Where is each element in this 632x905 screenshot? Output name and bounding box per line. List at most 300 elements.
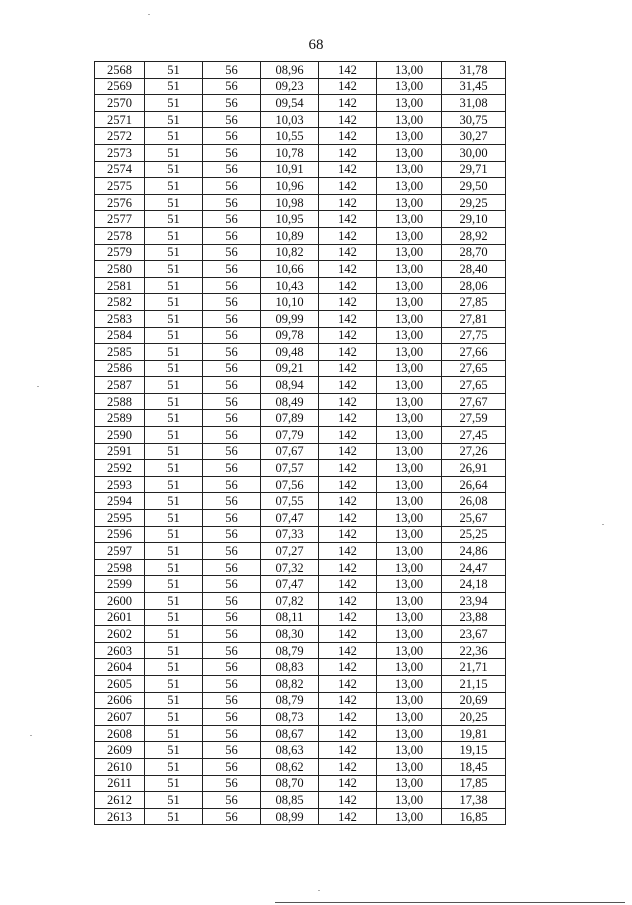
table-cell: 56 [203,609,261,626]
table-row [95,261,506,278]
table-cell: 13,00 [377,161,442,178]
data-table [94,61,506,825]
table-cell: 142 [319,128,377,145]
table-row [95,393,506,410]
table-cell: 10,82 [261,244,319,261]
table-cell: 51 [145,725,203,742]
table-row [95,659,506,676]
table-cell: 23,88 [442,609,506,626]
table-cell: 2570 [95,95,145,112]
table-row [95,410,506,427]
table-cell: 56 [203,526,261,543]
table-cell: 56 [203,659,261,676]
table-row [95,78,506,95]
table-cell: 10,95 [261,211,319,228]
table-cell: 21,71 [442,659,506,676]
table-cell: 56 [203,227,261,244]
table-cell: 56 [203,675,261,692]
table-cell: 13,00 [377,609,442,626]
table-cell: 56 [203,194,261,211]
table-cell: 18,45 [442,758,506,775]
table-cell: 56 [203,95,261,112]
table-cell: 2601 [95,609,145,626]
table-cell: 13,00 [377,111,442,128]
table-cell: 13,00 [377,725,442,742]
table-cell: 51 [145,510,203,527]
table-row [95,692,506,709]
table-cell: 142 [319,808,377,825]
table-cell: 56 [203,443,261,460]
table-cell: 51 [145,410,203,427]
table-cell: 142 [319,559,377,576]
table-row [95,609,506,626]
table-cell: 07,56 [261,476,319,493]
table-cell: 56 [203,709,261,726]
table-cell: 29,10 [442,211,506,228]
table-cell: 51 [145,327,203,344]
table-cell: 17,38 [442,792,506,809]
table-row [95,95,506,112]
table-row [95,576,506,593]
table-cell: 08,85 [261,792,319,809]
table-cell: 51 [145,460,203,477]
table-cell: 51 [145,62,203,79]
table-cell: 13,00 [377,476,442,493]
table-cell: 142 [319,742,377,759]
bottom-rule [275,902,625,903]
table-cell: 08,83 [261,659,319,676]
table-cell: 142 [319,227,377,244]
table-cell: 2590 [95,427,145,444]
table-cell: 142 [319,792,377,809]
table-cell: 142 [319,692,377,709]
table-cell: 51 [145,294,203,311]
table-cell: 142 [319,410,377,427]
table-cell: 2606 [95,692,145,709]
table-cell: 51 [145,476,203,493]
table-cell: 51 [145,709,203,726]
table-cell: 26,64 [442,476,506,493]
table-cell: 142 [319,344,377,361]
table-cell: 2594 [95,493,145,510]
table-cell: 28,40 [442,261,506,278]
table-row [95,493,506,510]
table-cell: 56 [203,642,261,659]
table-cell: 07,67 [261,443,319,460]
table-cell: 30,27 [442,128,506,145]
table-cell: 56 [203,78,261,95]
table-cell: 51 [145,194,203,211]
table-row [95,128,506,145]
table-cell: 56 [203,576,261,593]
table-row [95,194,506,211]
table-cell: 24,18 [442,576,506,593]
table-cell: 142 [319,576,377,593]
table-cell: 17,85 [442,775,506,792]
table-cell: 13,00 [377,742,442,759]
table-cell: 51 [145,178,203,195]
table-cell: 2577 [95,211,145,228]
table-cell: 27,67 [442,393,506,410]
table-row [95,310,506,327]
table-cell: 56 [203,775,261,792]
table-cell: 08,67 [261,725,319,742]
table-cell: 142 [319,427,377,444]
table-cell: 09,99 [261,310,319,327]
table-cell: 27,45 [442,427,506,444]
scan-speck [37,386,39,387]
table-cell: 56 [203,593,261,610]
table-cell: 13,00 [377,344,442,361]
table-cell: 08,63 [261,742,319,759]
table-cell: 24,47 [442,559,506,576]
table-cell: 13,00 [377,427,442,444]
table-cell: 142 [319,526,377,543]
table-row [95,725,506,742]
table-row [95,642,506,659]
table-cell: 142 [319,178,377,195]
table-row [95,742,506,759]
table-cell: 142 [319,393,377,410]
table-cell: 09,23 [261,78,319,95]
table-row [95,808,506,825]
table-cell: 56 [203,742,261,759]
table-cell: 51 [145,111,203,128]
table-cell: 22,36 [442,642,506,659]
table-cell: 56 [203,144,261,161]
table-cell: 13,00 [377,709,442,726]
table-cell: 08,11 [261,609,319,626]
table-row [95,144,506,161]
table-row [95,62,506,79]
table-cell: 56 [203,344,261,361]
table-cell: 2610 [95,758,145,775]
table-cell: 09,21 [261,360,319,377]
table-cell: 08,79 [261,692,319,709]
table-cell: 142 [319,194,377,211]
table-cell: 51 [145,144,203,161]
table-cell: 2602 [95,626,145,643]
table-cell: 13,00 [377,460,442,477]
table-row [95,227,506,244]
table-cell: 10,43 [261,277,319,294]
table-cell: 142 [319,62,377,79]
table-row [95,775,506,792]
table-cell: 13,00 [377,277,442,294]
table-cell: 2603 [95,642,145,659]
table-row [95,758,506,775]
table-cell: 07,82 [261,593,319,610]
table-cell: 142 [319,443,377,460]
table-cell: 56 [203,211,261,228]
table-row [95,360,506,377]
table-cell: 142 [319,360,377,377]
table-cell: 13,00 [377,410,442,427]
table-cell: 56 [203,559,261,576]
table-cell: 27,85 [442,294,506,311]
table-cell: 142 [319,310,377,327]
table-cell: 31,45 [442,78,506,95]
table-row [95,510,506,527]
table-cell: 13,00 [377,642,442,659]
table-cell: 142 [319,144,377,161]
table-cell: 10,03 [261,111,319,128]
table-cell: 142 [319,111,377,128]
table-cell: 19,81 [442,725,506,742]
table-cell: 2575 [95,178,145,195]
table-cell: 07,33 [261,526,319,543]
table-cell: 13,00 [377,211,442,228]
table-cell: 142 [319,543,377,560]
table-cell: 56 [203,360,261,377]
table-row [95,111,506,128]
table-cell: 09,54 [261,95,319,112]
table-cell: 31,08 [442,95,506,112]
table-cell: 142 [319,675,377,692]
table-row [95,543,506,560]
table-cell: 13,00 [377,327,442,344]
table-cell: 142 [319,758,377,775]
table-cell: 142 [319,642,377,659]
table-cell: 10,10 [261,294,319,311]
table-cell: 10,78 [261,144,319,161]
table-cell: 142 [319,609,377,626]
table-cell: 20,25 [442,709,506,726]
table-cell: 24,86 [442,543,506,560]
table-cell: 51 [145,261,203,278]
table-cell: 56 [203,310,261,327]
table-cell: 13,00 [377,808,442,825]
table-cell: 13,00 [377,593,442,610]
table-cell: 142 [319,78,377,95]
table-cell: 09,78 [261,327,319,344]
table-cell: 2607 [95,709,145,726]
table-cell: 2599 [95,576,145,593]
table-cell: 21,15 [442,675,506,692]
table-cell: 56 [203,161,261,178]
table-cell: 51 [145,277,203,294]
table-cell: 51 [145,78,203,95]
table-cell: 56 [203,510,261,527]
table-cell: 07,79 [261,427,319,444]
table-cell: 51 [145,310,203,327]
table-cell: 51 [145,642,203,659]
table-row [95,377,506,394]
table-cell: 56 [203,725,261,742]
table-cell: 23,94 [442,593,506,610]
table-cell: 13,00 [377,393,442,410]
table-cell: 51 [145,393,203,410]
table-cell: 2576 [95,194,145,211]
table-cell: 13,00 [377,128,442,145]
table-cell: 56 [203,178,261,195]
table-cell: 13,00 [377,227,442,244]
table-cell: 13,00 [377,194,442,211]
table-cell: 51 [145,95,203,112]
table-cell: 13,00 [377,626,442,643]
table-cell: 56 [203,377,261,394]
page-number: 68 [308,37,324,53]
table-cell: 13,00 [377,543,442,560]
table-cell: 08,79 [261,642,319,659]
table-cell: 13,00 [377,758,442,775]
table-cell: 142 [319,775,377,792]
table-cell: 2585 [95,344,145,361]
table-cell: 27,66 [442,344,506,361]
table-cell: 29,71 [442,161,506,178]
table-cell: 2604 [95,659,145,676]
table-cell: 27,75 [442,327,506,344]
table-cell: 2579 [95,244,145,261]
table-cell: 51 [145,427,203,444]
table-cell: 2600 [95,593,145,610]
table-row [95,327,506,344]
table-cell: 56 [203,62,261,79]
table-cell: 2581 [95,277,145,294]
table-cell: 29,25 [442,194,506,211]
table-row [95,211,506,228]
table-cell: 2593 [95,476,145,493]
table-cell: 08,82 [261,675,319,692]
table-cell: 56 [203,692,261,709]
table-cell: 25,25 [442,526,506,543]
table-body [95,62,506,825]
table-cell: 08,99 [261,808,319,825]
table-cell: 10,66 [261,261,319,278]
table-cell: 13,00 [377,576,442,593]
table-cell: 13,00 [377,692,442,709]
table-cell: 2605 [95,675,145,692]
table-cell: 56 [203,808,261,825]
table-cell: 13,00 [377,526,442,543]
table-cell: 51 [145,360,203,377]
table-cell: 142 [319,95,377,112]
table-row [95,626,506,643]
table-cell: 142 [319,510,377,527]
table-cell: 51 [145,609,203,626]
table-cell: 142 [319,725,377,742]
table-row [95,675,506,692]
table-cell: 16,85 [442,808,506,825]
table-cell: 142 [319,294,377,311]
table-row [95,178,506,195]
table-row [95,476,506,493]
table-cell: 56 [203,261,261,278]
table-cell: 2609 [95,742,145,759]
table-cell: 142 [319,211,377,228]
table-cell: 56 [203,410,261,427]
table-cell: 28,06 [442,277,506,294]
table-cell: 27,26 [442,443,506,460]
table-row [95,559,506,576]
table-row [95,709,506,726]
table-cell: 13,00 [377,178,442,195]
table-cell: 51 [145,493,203,510]
table-cell: 13,00 [377,559,442,576]
table-cell: 20,69 [442,692,506,709]
table-cell: 13,00 [377,360,442,377]
table-row [95,294,506,311]
table-cell: 51 [145,808,203,825]
table-cell: 27,65 [442,360,506,377]
table-cell: 51 [145,659,203,676]
table-cell: 08,49 [261,393,319,410]
table-cell: 56 [203,460,261,477]
table-cell: 23,67 [442,626,506,643]
table-cell: 2589 [95,410,145,427]
table-cell: 56 [203,427,261,444]
table-cell: 2582 [95,294,145,311]
table-cell: 51 [145,559,203,576]
table-cell: 13,00 [377,775,442,792]
table-cell: 51 [145,758,203,775]
table-cell: 13,00 [377,261,442,278]
table-cell: 2574 [95,161,145,178]
scan-speck [30,735,32,736]
table-cell: 142 [319,327,377,344]
table-cell: 2613 [95,808,145,825]
table-cell: 2586 [95,360,145,377]
table-cell: 51 [145,692,203,709]
table-cell: 51 [145,244,203,261]
table-cell: 2612 [95,792,145,809]
table-row [95,344,506,361]
table-cell: 13,00 [377,144,442,161]
table-cell: 10,55 [261,128,319,145]
table-cell: 56 [203,758,261,775]
table-cell: 30,75 [442,111,506,128]
scan-speck [318,890,320,891]
table-cell: 56 [203,476,261,493]
table-cell: 51 [145,377,203,394]
table-cell: 2578 [95,227,145,244]
table-row [95,427,506,444]
table-cell: 51 [145,775,203,792]
table-cell: 27,59 [442,410,506,427]
table-cell: 25,67 [442,510,506,527]
table-cell: 51 [145,211,203,228]
table-cell: 2569 [95,78,145,95]
table-cell: 142 [319,277,377,294]
table-cell: 19,15 [442,742,506,759]
table-cell: 07,27 [261,543,319,560]
table-cell: 13,00 [377,792,442,809]
table-cell: 142 [319,493,377,510]
table-cell: 13,00 [377,244,442,261]
table-cell: 51 [145,161,203,178]
table-cell: 51 [145,443,203,460]
table-cell: 51 [145,742,203,759]
table-cell: 07,47 [261,510,319,527]
table-cell: 51 [145,675,203,692]
table-cell: 56 [203,111,261,128]
table-cell: 51 [145,543,203,560]
table-cell: 2571 [95,111,145,128]
table-cell: 142 [319,626,377,643]
table-cell: 142 [319,659,377,676]
table-cell: 142 [319,709,377,726]
scan-speck [602,524,604,525]
table-cell: 08,70 [261,775,319,792]
table-cell: 2595 [95,510,145,527]
table-cell: 13,00 [377,294,442,311]
table-cell: 13,00 [377,675,442,692]
table-cell: 2608 [95,725,145,742]
table-cell: 07,55 [261,493,319,510]
table-cell: 2572 [95,128,145,145]
table-cell: 13,00 [377,62,442,79]
table-cell: 2597 [95,543,145,560]
